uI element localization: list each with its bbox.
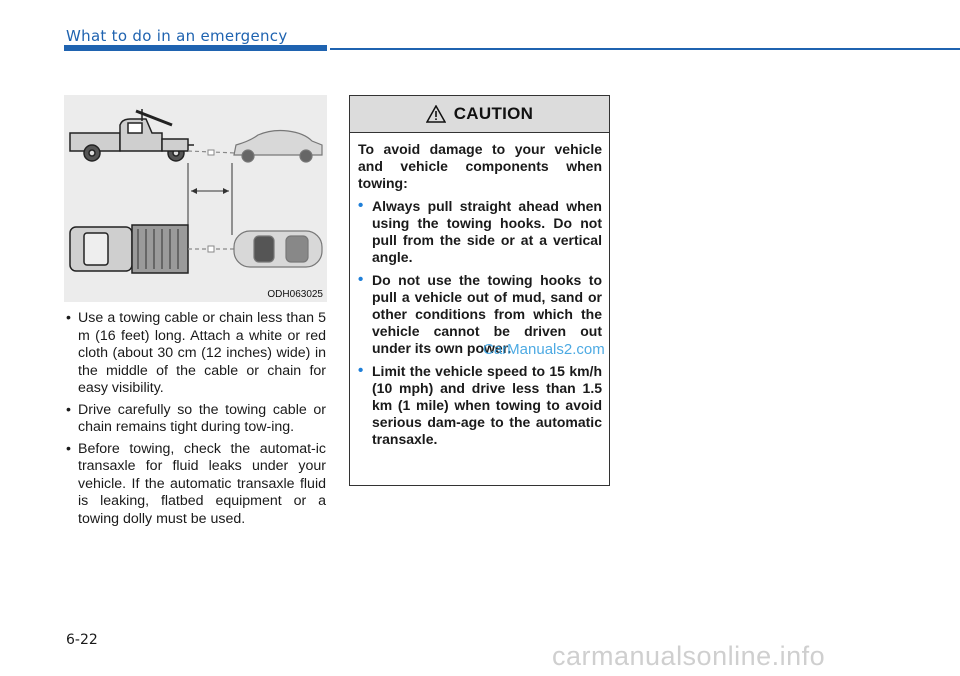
caution-title: CAUTION	[453, 104, 534, 123]
caution-bullet-dot: •	[358, 362, 364, 379]
bullet-text: Use a towing cable or chain less than 5 m (16 feet) long. Attach a white or red cloth (about 30 cm (12 inches) wide) in the middle of the cable or chain for easy visibility.	[78, 310, 326, 396]
caution-intro: To avoid damage to your vehicle and vehicle components when towing:	[358, 141, 602, 191]
tow-truck-side	[70, 109, 194, 161]
caution-box	[349, 95, 610, 486]
cloth-marker-side	[208, 150, 214, 155]
caution-item	[358, 363, 602, 448]
caution-item-text: Limit the vehicle speed to 15 km/h (10 mph) and drive less than 1.5 km (1 mile) when towing to avoid serious dam-age to the automatic transaxle.	[372, 363, 602, 447]
watermark: CarManuals2.com	[483, 341, 605, 358]
sedan-side	[234, 131, 322, 163]
bullet-dot: •	[66, 310, 71, 326]
bullet-text: Drive carefully so the towing cable or chain remains tight during tow-ing.	[78, 401, 326, 435]
tow-truck-top	[70, 225, 188, 273]
bullet-item	[64, 310, 326, 398]
cloth-marker-top	[208, 246, 214, 252]
caution-item-text: Always pull straight ahead when using the towing hooks. Do not pull from the side or at a vertical angle.	[372, 198, 602, 265]
caution-item-text: Do not use the towing hooks to pull a vehicle out of mud, sand or other conditions from which the vehicle cannot be driven out under its own power.	[372, 272, 602, 356]
caution-bullet-dot: •	[358, 197, 364, 214]
towing-illustration	[64, 95, 327, 302]
figure-code: ODH063025	[267, 289, 323, 300]
caution-list	[358, 198, 602, 448]
header-rule-thin	[330, 48, 960, 50]
section-title: What to do in an emergency	[66, 27, 288, 45]
caution-bullet-dot: •	[358, 271, 364, 288]
header-rule-thick	[64, 45, 327, 51]
bullet-text: Before towing, check the automat-ic transaxle for fluid leaks under your vehicle. If the automatic transaxle fluid is leaking, flatbed equipment or a towing dolly must be used.	[78, 440, 326, 527]
towing-instructions-list	[64, 310, 326, 532]
bullet-dot: •	[66, 440, 71, 457]
caution-item	[358, 198, 602, 266]
caution-header	[350, 96, 609, 133]
page-number: 6-22	[66, 632, 98, 648]
sedan-top	[234, 231, 322, 267]
warning-triangle-icon	[426, 105, 446, 123]
bullet-item	[64, 441, 326, 529]
towing-diagram-svg	[64, 95, 327, 302]
footer-site-mark: carmanualsonline.info	[552, 641, 826, 671]
caution-body	[350, 133, 609, 448]
bullet-dot: •	[66, 401, 71, 418]
bullet-item	[64, 402, 326, 437]
